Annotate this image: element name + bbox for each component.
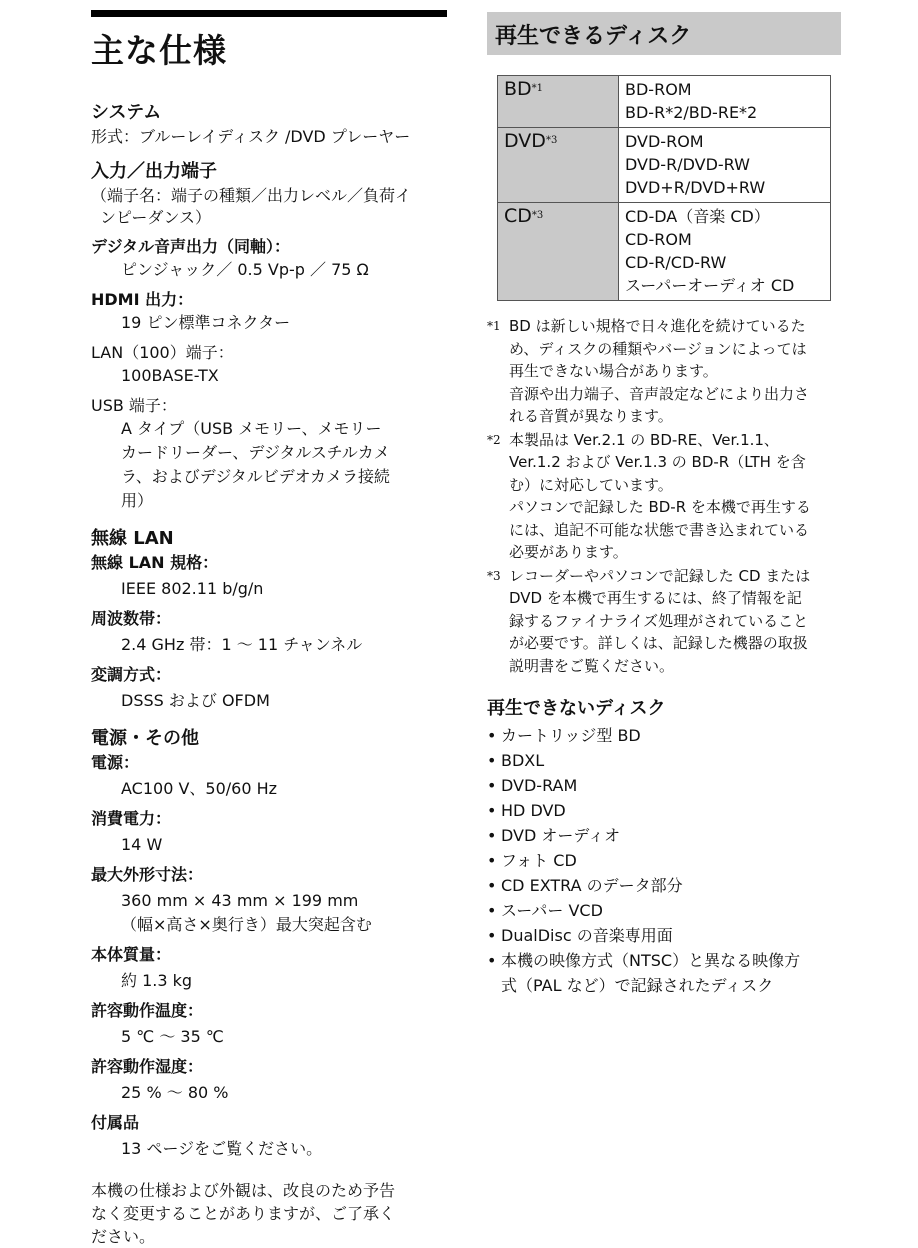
spec-label: LAN（100）端子： — [91, 343, 234, 362]
playable-disc-table — [497, 75, 831, 301]
list-item-line: • スーパー VCD — [501, 901, 603, 920]
list-item-line: • DVD-RAM — [501, 776, 578, 795]
spec-section — [91, 527, 447, 713]
unplayable-disc-list — [487, 723, 847, 998]
list-item — [487, 773, 847, 798]
disc-format: CD-ROM — [625, 230, 692, 249]
list-item-line: 式（PAL など）で記録されたディスク — [501, 976, 774, 995]
footnote-line: 再生できない場合があります。 — [509, 362, 718, 380]
disc-table-row — [498, 128, 831, 203]
list-item-line: • 本機の映像方式（NTSC）と異なる映像方 — [501, 951, 801, 970]
list-item — [487, 923, 847, 948]
spec-value: 14 W — [121, 835, 163, 854]
spec-section — [91, 727, 447, 1161]
section-heading: 電源・その他 — [91, 728, 199, 749]
list-item-line: • カートリッジ型 BD — [501, 726, 641, 745]
list-item — [487, 898, 847, 923]
spec-label: （端子名：端子の種類／出力レベル／負荷イ — [91, 186, 412, 205]
footnote-line: 録するファイナライズ処理がされていること — [509, 611, 809, 630]
disc-type-cell — [498, 128, 619, 203]
spec-section — [91, 160, 447, 513]
spec-label: USB 端子： — [91, 396, 177, 415]
spec-value: 360 mm × 43 mm × 199 mm — [121, 891, 359, 910]
playable-discs-heading: 再生できるディスク — [487, 12, 841, 55]
spec-value: 25 % ～ 80 % — [121, 1083, 229, 1102]
disc-type-cell — [498, 203, 619, 301]
list-item-line: • DVD オーディオ — [501, 826, 621, 845]
spec-value: DSSS および OFDM — [121, 691, 270, 710]
disc-format: DVD+R/DVD+RW — [625, 178, 766, 197]
footer-note — [91, 1179, 447, 1248]
footer-line: なく変更することがありますが、ご了承く — [91, 1204, 396, 1223]
footnote-line: め、ディスクの種類やバージョンによっては — [509, 339, 807, 358]
spec-value: IEEE 802.11 b/g/n — [121, 579, 264, 598]
footer-line: ださい。 — [91, 1227, 156, 1246]
footnote-line: 説明書をご覧ください。 — [509, 656, 675, 675]
title-rule — [91, 10, 447, 17]
list-item-line: • DualDisc の音楽専用面 — [501, 926, 673, 945]
footnote-mark: *3 — [487, 568, 501, 583]
disc-type: BD — [504, 78, 532, 100]
spec-label: 最大外形寸法： — [91, 865, 204, 884]
section-heading: システム — [91, 102, 162, 123]
footnote-mark: *1 — [487, 319, 501, 333]
unplayable-discs-heading: 再生できないディスク — [487, 698, 666, 719]
discs-column — [487, 0, 847, 998]
disc-format: CD-R/CD-RW — [625, 253, 727, 272]
footnote-line: BD は新しい規格で日々進化を続けているた — [509, 317, 806, 335]
spec-value: 19 ピン標準コネクター — [121, 313, 291, 332]
spec-value: 5 ℃ ～ 35 ℃ — [121, 1027, 224, 1046]
spec-label: 許容動作温度： — [91, 1001, 204, 1020]
spec-label: 無線 LAN 規格： — [91, 553, 219, 572]
spec-section — [91, 101, 447, 148]
spec-label: 付属品 — [91, 1113, 140, 1132]
spec-label: 本体質量： — [91, 945, 172, 964]
disc-format: BD-ROM — [625, 80, 692, 99]
footnote-line: む）に対応しています。 — [509, 475, 673, 494]
list-item-line: • BDXL — [501, 751, 545, 770]
spec-label: 消費電力： — [91, 809, 172, 828]
spec-label: 形式：ブルーレイディスク /DVD プレーヤー — [91, 127, 411, 146]
spec-value: 2.4 GHz 帯：1 ～ 11 チャンネル — [121, 635, 363, 654]
spec-value: 100BASE-TX — [121, 366, 219, 385]
footnote-line: DVD を本機で再生するには、終了情報を記 — [509, 589, 802, 607]
spec-label: 許容動作湿度： — [91, 1057, 204, 1076]
list-item — [487, 723, 847, 748]
list-item — [487, 948, 847, 998]
spec-label: HDMI 出力： — [91, 290, 194, 309]
footnote-ref: *1 — [531, 83, 544, 94]
spec-value: ラ、およびデジタルビデオカメラ接続 — [121, 467, 390, 486]
spec-value: 用） — [121, 491, 154, 510]
footnote — [487, 565, 847, 678]
footnote-mark: *2 — [487, 432, 501, 447]
spec-value: 13 ページをご覧ください。 — [121, 1139, 323, 1158]
list-item — [487, 798, 847, 823]
list-item-line: • CD EXTRA のデータ部分 — [501, 876, 683, 895]
footnote-ref: *3 — [531, 210, 544, 221]
disc-formats-cell — [619, 203, 831, 301]
list-item — [487, 873, 847, 898]
spec-value: カードリーダー、デジタルスチルカメ — [121, 443, 390, 462]
disc-table-row — [498, 203, 831, 301]
footer-line: 本機の仕様および外観は、改良のため予告 — [91, 1181, 396, 1200]
disc-format: スーパーオーディオ CD — [625, 276, 795, 295]
spec-label: 電源： — [91, 753, 140, 772]
footnote-line: が必要です。詳しくは、記録した機器の取扱 — [509, 634, 808, 652]
spec-label: デジタル音声出力（同軸）： — [91, 237, 291, 256]
spec-value: AC100 V、50/60 Hz — [121, 779, 278, 798]
spec-sections — [91, 101, 447, 1161]
spec-value: 約 1.3 kg — [121, 971, 193, 990]
list-item-line: • フォト CD — [501, 851, 577, 870]
list-item-line: • HD DVD — [501, 801, 566, 820]
spec-value: （幅×高さ×奥行き）最大突起含む — [121, 915, 372, 934]
disc-format: BD-R*2/BD-RE*2 — [625, 103, 758, 122]
specs-column — [91, 0, 447, 1248]
spec-value: ピンジャック／ 0.5 Vp-p ／ 75 Ω — [121, 260, 369, 279]
section-heading: 入力／出力端子 — [91, 161, 217, 182]
spec-value: ンピーダンス） — [100, 208, 212, 227]
footnotes — [487, 315, 847, 677]
disc-format: CD-DA（音楽 CD） — [625, 207, 770, 226]
footnote-line: レコーダーやパソコンで記録した CD または — [509, 566, 811, 585]
disc-table-row — [498, 76, 831, 128]
disc-type: DVD — [504, 130, 546, 152]
disc-type-cell — [498, 76, 619, 128]
spec-label: 周波数帯： — [91, 609, 172, 628]
footnote — [487, 429, 847, 564]
list-item — [487, 848, 847, 873]
footnote-line: 本製品は Ver.2.1 の BD-RE、Ver.1.1、 — [509, 430, 779, 449]
disc-format: DVD-ROM — [625, 132, 704, 151]
page-title: 主な仕様 — [91, 31, 227, 70]
list-item — [487, 748, 847, 773]
list-item — [487, 823, 847, 848]
footnote-line: れる音質が異なります。 — [509, 407, 673, 425]
disc-formats-cell — [619, 76, 831, 128]
footnote-ref: *3 — [545, 135, 558, 146]
disc-formats-cell — [619, 128, 831, 203]
spec-label: 変調方式： — [91, 665, 172, 684]
footnote — [487, 315, 847, 428]
footnote-line: 必要があります。 — [509, 543, 628, 561]
disc-format: DVD-R/DVD-RW — [625, 155, 750, 174]
footnote-line: には、追記不可能な状態で書き込まれている — [509, 520, 810, 539]
disc-type: CD — [504, 205, 532, 227]
spec-value: A タイプ（USB メモリー、メモリー — [121, 419, 382, 438]
footnote-line: Ver.1.2 および Ver.1.3 の BD-R（LTH を含 — [509, 453, 806, 471]
footnote-line: パソコンで記録した BD-R を本機で再生する — [509, 498, 811, 516]
section-heading: 無線 LAN — [91, 528, 174, 549]
footnote-line: 音源や出力端子、音声設定などにより出力さ — [509, 384, 810, 403]
